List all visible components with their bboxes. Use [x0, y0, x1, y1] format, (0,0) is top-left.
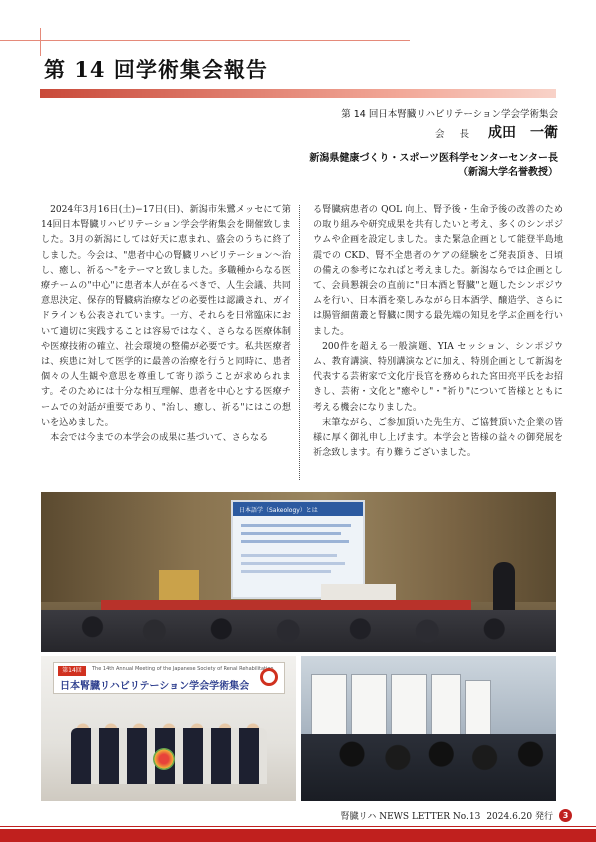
paragraph: 本会では今までの本学会の成果に基づいて、さらなる	[50, 433, 269, 444]
president-name: 成田 一衛	[488, 125, 558, 141]
screen-text-line	[241, 562, 345, 565]
photo-group	[41, 656, 296, 801]
screen-header	[233, 502, 363, 516]
banner-title: 日本腎臓リハビリテーション学会学術集会	[60, 681, 250, 692]
issue-date: 2024.6.20 発行	[486, 812, 553, 822]
screen-text-line	[241, 524, 351, 527]
bouquet-icon	[153, 748, 175, 770]
screen-title: 日本語学（Sakeology）とは	[239, 507, 318, 514]
newsletter-name: 腎臓リハ NEWS LETTER No.13	[340, 812, 481, 822]
banner-english: The 14th Annual Meeting of the Japanese Society of Renal Rehabilitation	[92, 666, 274, 672]
society-name: 第 14 回日本腎臓リハビリテーション学会学術集会	[341, 109, 558, 120]
body-column-left	[41, 203, 291, 446]
paragraph: る腎臓病患者の QOL 向上、腎予後・生命予後の改善のための取り組みや研究成果を共有したいと考え、多くのシンポジウムや企画を設定しました。また緊急企画として能登半島地震での CKD、腎不全患者のケアの経験をご発表頂き、日頃の備えの参考になればと考えました。新潟ならでは企画として、会員懇親会の直前に"日本酒と腎臓"と題したシンポジウムを行い、日本酒を楽しみながら日本酒学、醸造学、さらには腸管細菌叢と腎臓に関する最先端の知見を学ぶ企画を行いました。	[313, 205, 563, 337]
column-divider	[299, 205, 300, 480]
photo-conference-hall	[41, 492, 556, 652]
author-block	[228, 108, 558, 180]
meeting-banner	[53, 662, 285, 694]
top-rule	[0, 40, 410, 41]
banner-number: 第14回	[58, 666, 86, 676]
screen-text-line	[241, 554, 337, 557]
screen-text-line	[241, 570, 331, 573]
bottom-bar	[0, 829, 596, 842]
poster-crowd	[301, 734, 556, 801]
affiliation-emeritus: （新潟大学名誉教授）	[458, 167, 558, 178]
screen-text-line	[241, 540, 349, 543]
bottom-rule	[0, 826, 596, 827]
president-role: 会 長	[434, 129, 475, 140]
poster-board	[465, 680, 491, 742]
paragraph: 末筆ながら、ご参加頂いた先生方、ご協賛頂いた企業の皆様に厚く御礼申し上げます。本学会と皆様の益々の御発展を祈念致します。有り難うございました。	[313, 417, 563, 459]
page-title: 第 14 回学術集会報告	[44, 57, 268, 82]
body-column-right	[313, 203, 563, 461]
society-logo-icon	[260, 668, 278, 686]
screen-text-line	[241, 532, 341, 535]
audience	[41, 610, 556, 652]
page-number: 3	[559, 809, 572, 822]
photo-poster-session	[301, 656, 556, 801]
title-underline-bar	[40, 89, 556, 98]
page-footer	[341, 809, 572, 822]
paragraph: 2024年3月16日(土)−17日(日)、新潟市朱鷺メッセにて第14回日本腎臓リハビリテーション学会学術集会を開催致しました。3月の新潟にしては好天に恵まれ、盛会のうちに終了しました。今会は、"患者中心の腎臓リハビリテーション〜治し、癒し、祈る〜"をテーマと致しました。多職種からなる医療チームの"中心"に患者本人が在るべきで、人生会議、共同意思決定、保存的腎臓病治療などの必要性は認識され、ガイドラインも公表されています。一方、それらを日常臨床において適切に実践することは容易ではなく、さらなる医療体制や医療技術の確立、社会環境の整備が必要です。私共医療者は、疾患に対して医学的に最善の治療を行うと同時に、患者個々の人生観や意思を尊重して寄り添うことが求められます。そのためには十分な相互理解、患者を中心とする医療チームでの対話が重要であり、"治し、癒し、祈る"にはこの想いを込めました。	[41, 205, 291, 428]
president-line	[228, 122, 558, 146]
top-rule-vertical	[40, 28, 41, 56]
affiliation: 新潟県健康づくり・スポーツ医科学センターセンター長	[309, 153, 558, 164]
paragraph: 200件を超える一般演題、YIA セッション、シンポジウム、教育講演、特別講演などに加え、特別企画として新潟を代表する芸術家で文化庁長官を務められた宮田亮平氏をお招きし、芸術・文化と"癒やし"・"祈り"について皆様とともに考える機会になりました。	[313, 341, 563, 413]
